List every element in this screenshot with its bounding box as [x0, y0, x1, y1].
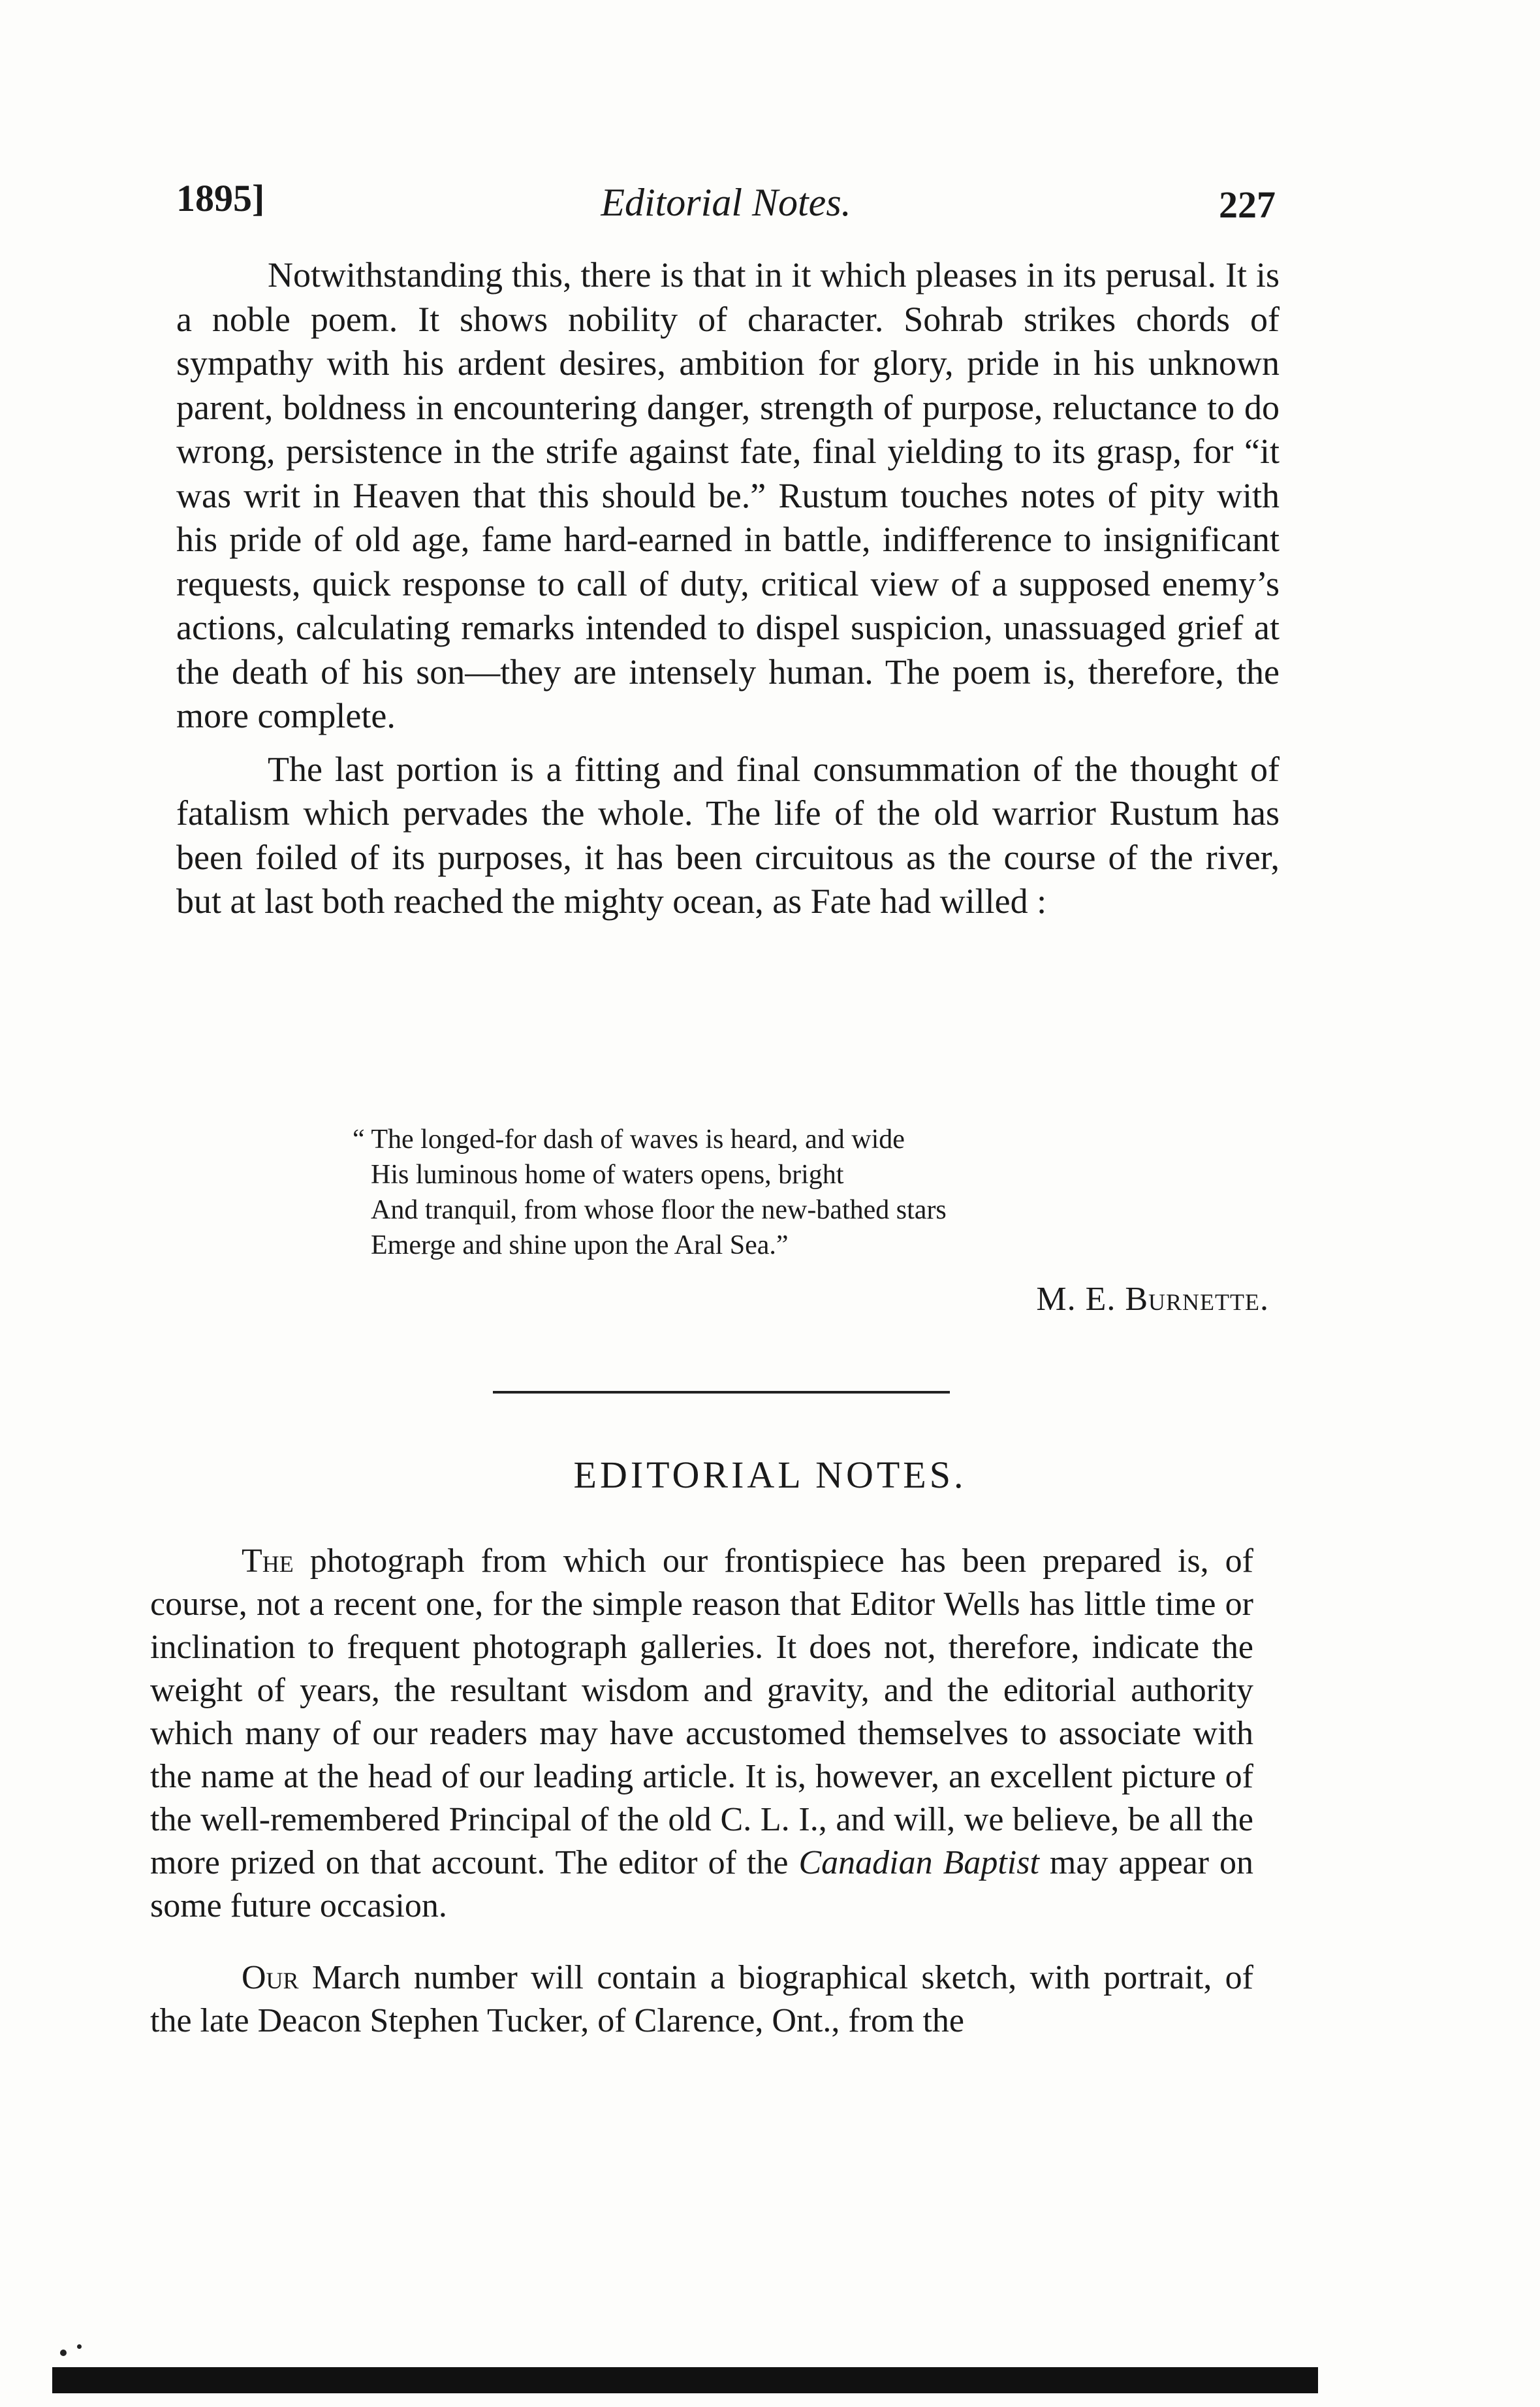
- running-header: [176, 176, 1276, 235]
- poem-line: And tranquil, from whose floor the new-bathed stars: [371, 1195, 947, 1225]
- note-2-text: March number will contain a biographical sketch, with portrait, of the late Deacon Stephen Tucker, of Clarence, Ont., from the: [150, 1959, 1253, 2039]
- author-signature: M. E. Burnette.: [1036, 1281, 1269, 1318]
- article-paragraph-1-text: Notwithstanding this, there is that in it which pleases in its perusal. It is a noble poem. It shows nobility of character. Sohrab strikes chords of sympathy with his ardent desires, ambition for glory, pride in his unknown parent, boldness in encountering danger, strength of purpose, reluctance to do wrong, persistence in the strife against fate, final yielding to its grasp, for “it was writ in Heaven that this should be.” Rustum touches notes of pity with his pride of old age, fame hard-earned in battle, indifference to insignificant requests, quick response to call of duty, critical view of a supposed enemy’s actions, calculating remarks intended to dispel suspicion, unassuaged grief at the death of his son—they are intensely human. The poem is, therefore, the more complete.: [176, 255, 1280, 735]
- header-title: Editorial Notes.: [601, 181, 851, 224]
- note-1-publication: Canadian Baptist: [798, 1844, 1039, 1881]
- page-number: 227: [1219, 183, 1276, 226]
- article-paragraph: [176, 748, 1280, 924]
- note-1-text: photograph from which our frontispiece has been prepared is, of course, not a recent one, for the simple reason that Editor Wells has little time or inclination to frequent photograph galleries. It does not, therefore, indicate the weight of years, the resultant wisdom and gravity, and the editorial authority which many of our readers may have accustomed themselves to associate with the name at the head of our leading article. It is, however, an excellent picture of the well-remembered Principal of the old C. L. I., and will, we believe, be all the more prized on that account. The editor of the: [150, 1542, 1253, 1881]
- note-2-lead: Our: [242, 1959, 299, 1996]
- poem-line: His luminous home of waters opens, bright: [371, 1160, 844, 1190]
- article-paragraph-2-text: The last portion is a fitting and final consummation of the thought of fatalism which pervades the whole. The life of the old warrior Rustum has been foiled of its purposes, it has been circuitous as the course of the river, but at last both reached the mighty ocean, as Fate had willed :: [176, 749, 1280, 921]
- scan-speck: [60, 2350, 67, 2356]
- poem-line: Emerge and shine upon the Aral Sea.”: [371, 1230, 789, 1260]
- poem-line: “ The longed-for dash of waves is heard, and wide: [353, 1124, 905, 1155]
- scan-edge-bar: [52, 2367, 1318, 2393]
- header-year: 1895]: [176, 177, 265, 219]
- section-title: EDITORIAL NOTES.: [573, 1454, 967, 1496]
- section-divider: [493, 1391, 950, 1394]
- note-1-text-end: may appear on some future occasion.: [150, 1844, 1253, 1924]
- note-paragraph: [150, 1956, 1253, 2043]
- note-1-lead: The: [242, 1542, 294, 1580]
- note-paragraph: [150, 1540, 1253, 1928]
- editorial-notes: [150, 1540, 1253, 2043]
- scan-speck: [77, 2344, 82, 2349]
- article-body: [176, 253, 1280, 924]
- article-paragraph: [176, 253, 1280, 739]
- poem-quotation: [353, 1122, 1201, 1263]
